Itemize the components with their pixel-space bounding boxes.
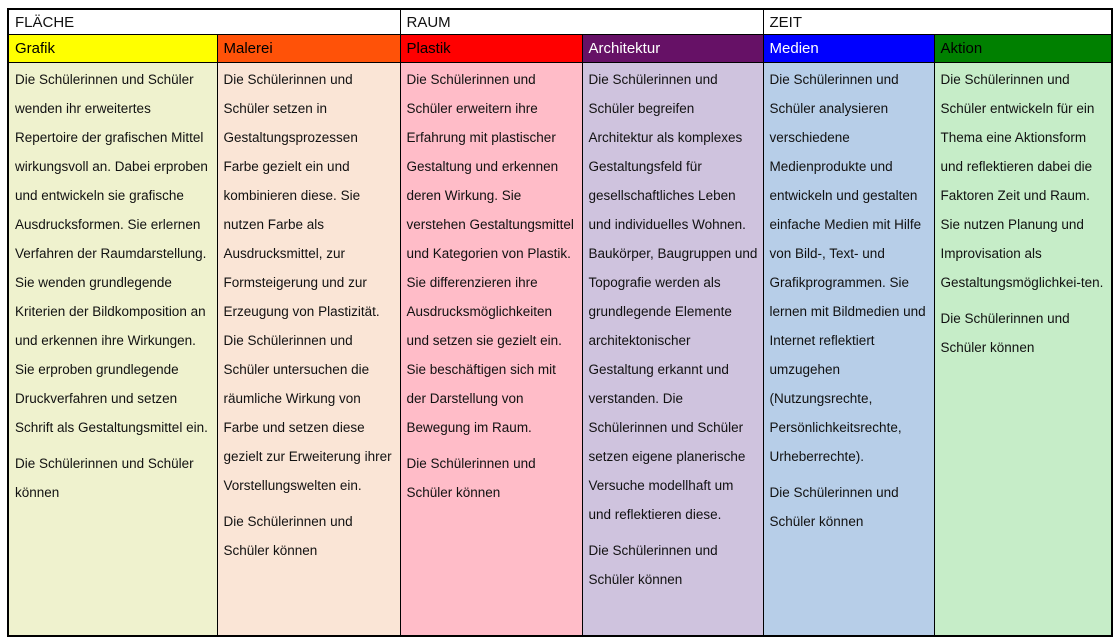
body-cell-plastik [400, 63, 582, 637]
group-header-raum: RAUM [400, 9, 763, 35]
column-header-architektur: Architektur [582, 35, 763, 63]
column-header-grafik: Grafik [8, 35, 217, 63]
architektur-description: Die Schülerinnen und Schüler begreifen Architektur als komplexes Gestaltungsfeld für gesellschaftliches Leben und individuelles Wohnen. Baukörper, Baugruppen und Topografie werden als grundlegende Elemente architektonischer Gestaltung erkannt und verstanden. Die Schülerinnen und Schüler setzen eigene planerische Versuche modellhaft um und reflektieren diese. [588, 72, 758, 522]
plastik-can-statement: Die Schülerinnen und Schüler können [406, 456, 536, 500]
column-header-plastik: Plastik [400, 35, 582, 63]
plastik-description: Die Schülerinnen und Schüler erweitern ihre Erfahrung mit plastischer Gestaltung und erkennen deren Wirkung. Sie verstehen Gestaltungsmittel und Kategorien von Plastik. Sie differenzieren ihre Ausdrucksmöglichkeiten und setzen sie gezielt ein. Sie beschäftigen sich mit der Darstellung von Bewegung im Raum. [406, 72, 574, 435]
group-header-zeit: ZEIT [763, 9, 1112, 35]
body-cell-grafik [8, 63, 217, 637]
curriculum-table [7, 8, 1113, 637]
body-cell-medien [763, 63, 934, 637]
malerei-description: Die Schülerinnen und Schüler setzen in Gestaltungsprozessen Farbe gezielt ein und kombinieren diese. Sie nutzen Farbe als Ausdrucksmittel, zur Formsteigerung und zur Erzeugung von Plastizität. Die Schülerinnen und Schüler untersuchen die räumliche Wirkung von Farbe und setzen diese gezielt zur Erweiterung ihrer Vorstellungswelten ein. [223, 72, 392, 493]
column-header-aktion: Aktion [934, 35, 1112, 63]
group-header-flaeche: FLÄCHE [8, 9, 400, 35]
column-header-medien: Medien [763, 35, 934, 63]
architektur-can-statement: Die Schülerinnen und Schüler können [588, 543, 718, 587]
malerei-can-statement: Die Schülerinnen und Schüler können [223, 514, 353, 558]
group-header-row [8, 9, 1112, 35]
aktion-can-statement: Die Schülerinnen und Schüler können [940, 311, 1070, 355]
body-cell-architektur [582, 63, 763, 637]
body-cell-malerei [217, 63, 400, 637]
column-header-malerei: Malerei [217, 35, 400, 63]
grafik-description: Die Schülerinnen und Schüler wenden ihr erweitertes Repertoire der grafischen Mittel wirkungsvoll an. Dabei erproben und entwickeln sie grafische Ausdrucksformen. Sie erlernen Verfahren der Raumdarstellung. Sie wenden grundlegende Kriterien der Bildkomposition an und erkennen ihre Wirkungen. Sie erproben grundlegende Druckverfahren und setzen Schrift als Gestaltungsmittel ein. [15, 72, 208, 435]
aktion-description: Die Schülerinnen und Schüler entwickeln für ein Thema eine Aktionsform und reflektieren dabei die Faktoren Zeit und Raum. Sie nutzen Planung und Improvisation als Gestaltungsmöglichkei-ten. [940, 72, 1104, 290]
body-cell-aktion [934, 63, 1112, 637]
column-header-row [8, 35, 1112, 63]
grafik-can-statement: Die Schülerinnen und Schüler können [15, 456, 194, 500]
body-row [8, 63, 1112, 637]
medien-description: Die Schülerinnen und Schüler analysieren verschiedene Medienprodukte und entwickeln und gestalten einfache Medien mit Hilfe von Bild-, Text- und Grafikprogrammen. Sie lernen mit Bildmedien und Internet reflektiert umzugehen (Nutzungsrechte, Persönlichkeitsrechte, Urheberrechte). [769, 72, 926, 464]
medien-can-statement: Die Schülerinnen und Schüler können [769, 485, 899, 529]
